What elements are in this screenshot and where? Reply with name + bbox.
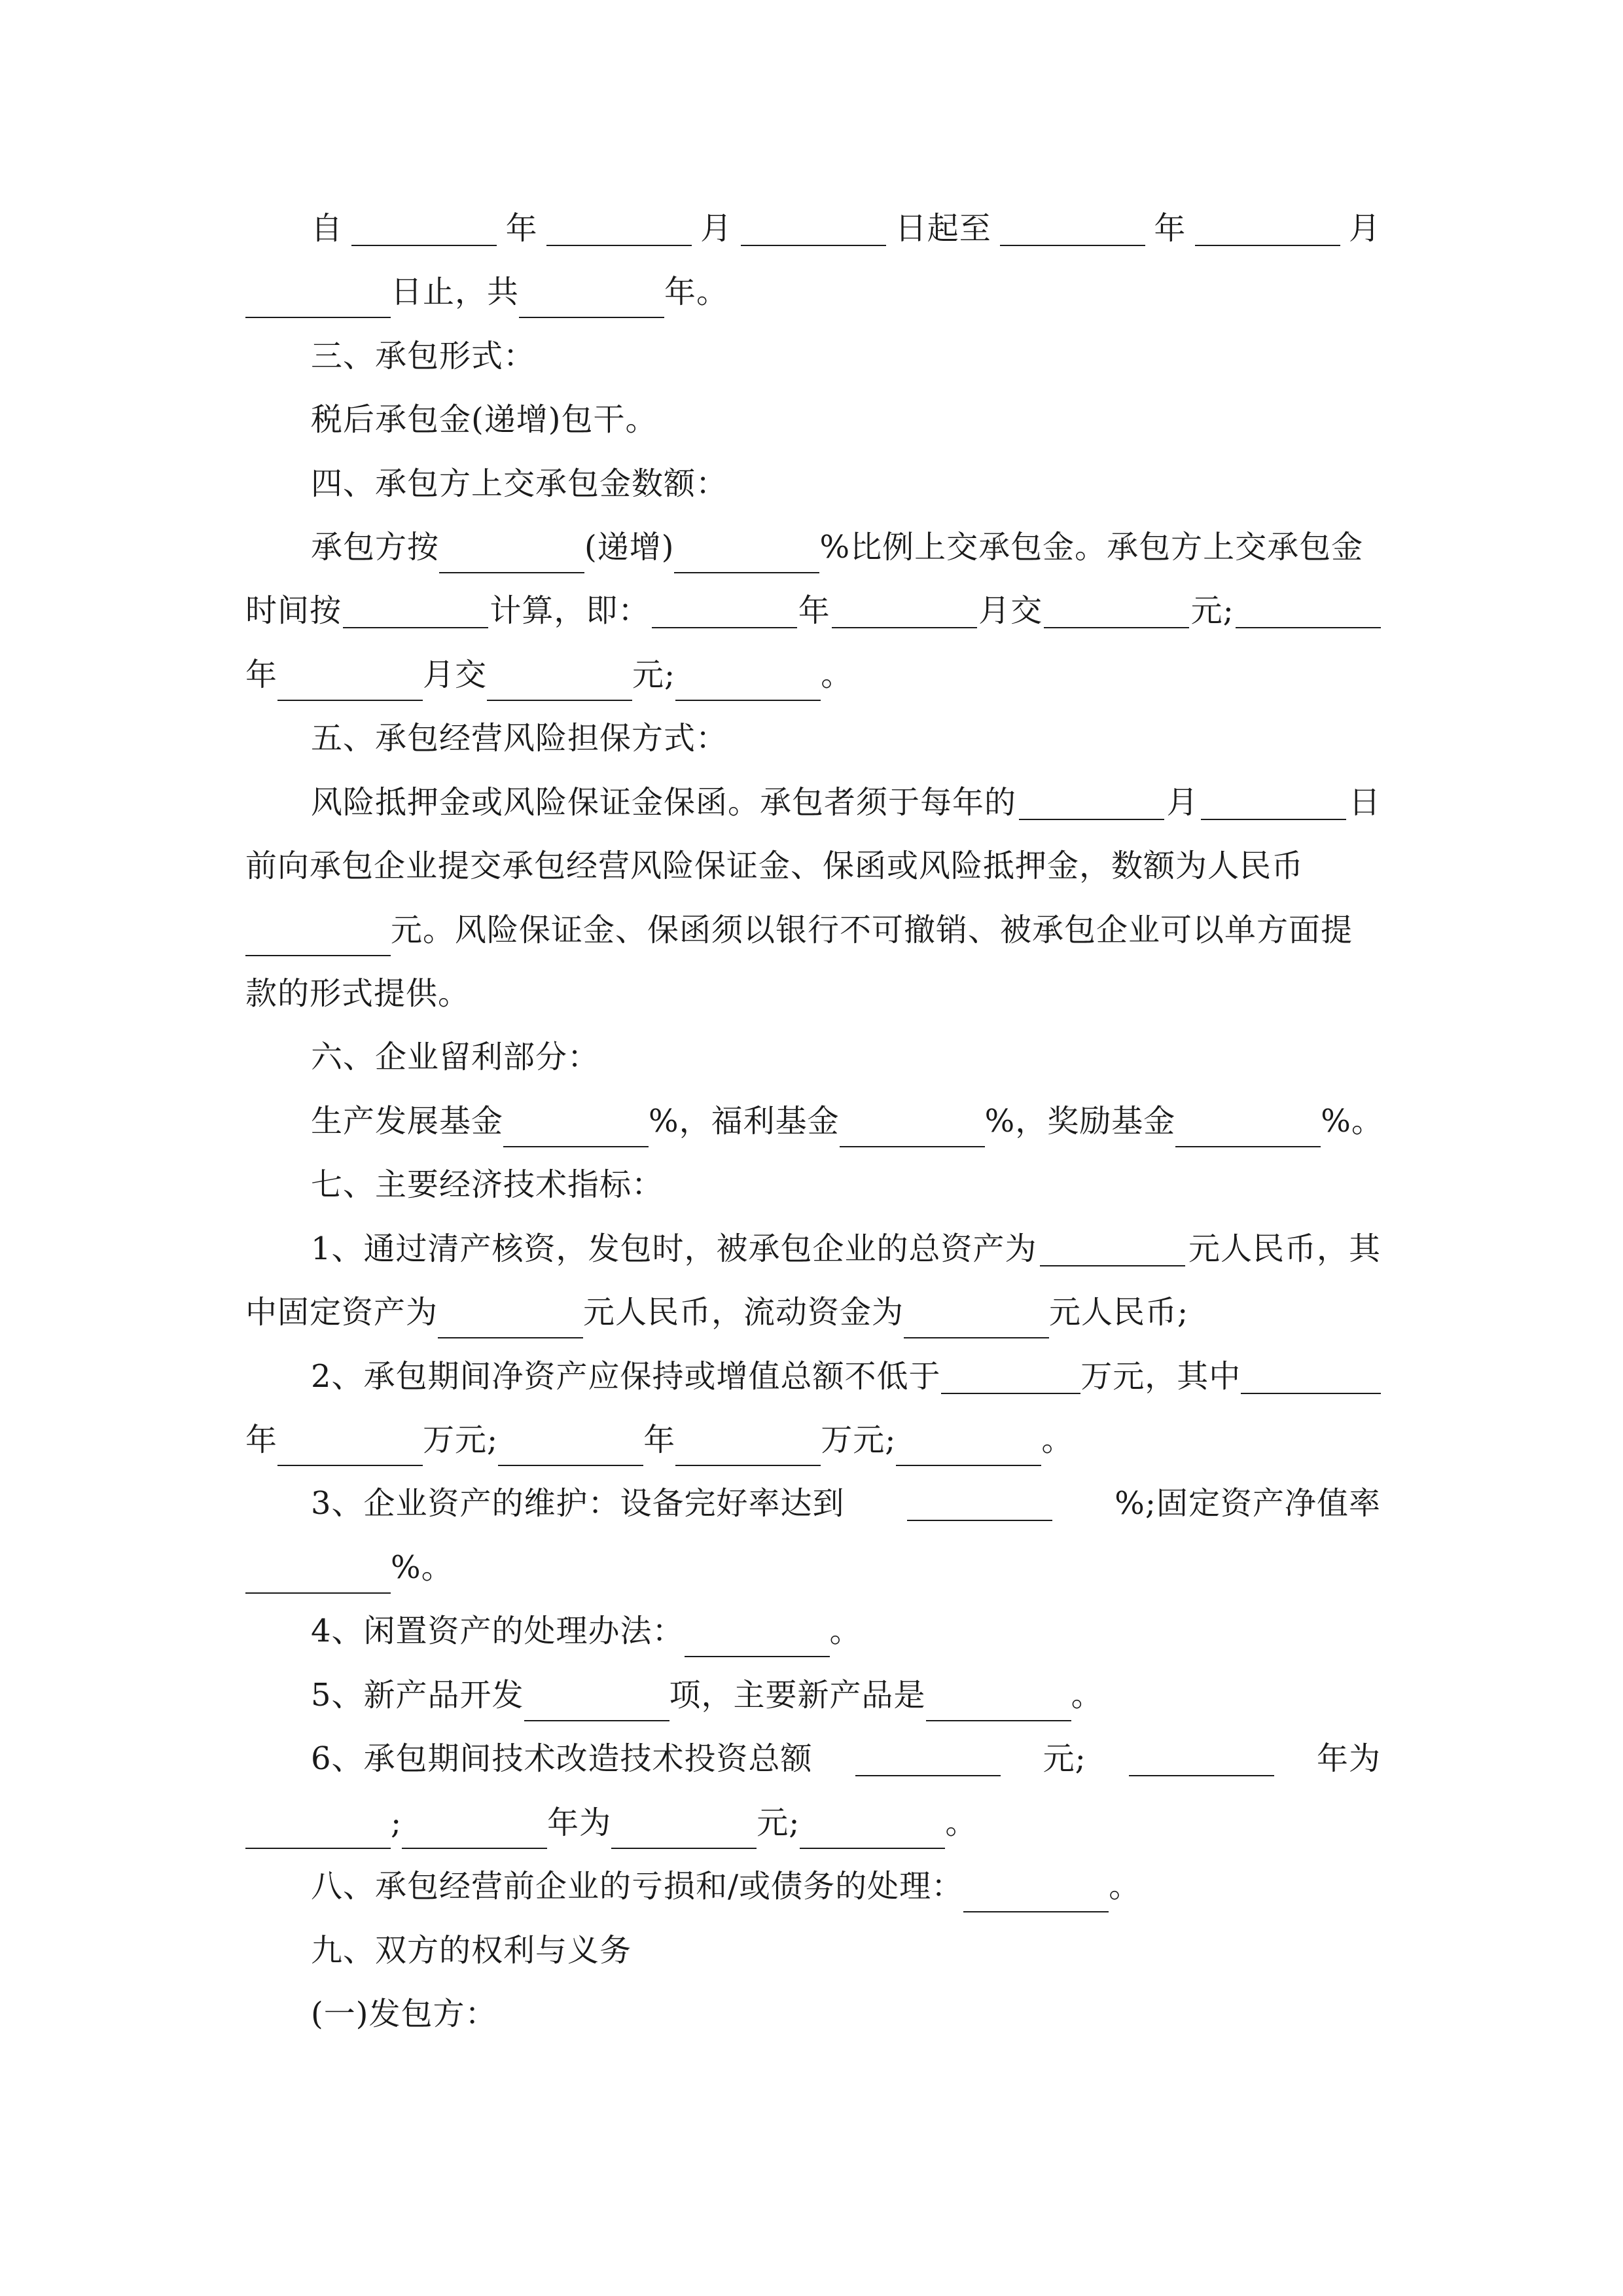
- fill-blank[interactable]: [245, 283, 391, 318]
- text-segment: 元人民币，其: [1188, 1230, 1381, 1267]
- fill-blank[interactable]: [963, 1877, 1109, 1912]
- fill-blank[interactable]: [840, 1112, 985, 1147]
- fill-blank[interactable]: [855, 1741, 1001, 1776]
- text-segment: 4、闲置资产的处理办法：: [311, 1613, 685, 1649]
- fill-blank[interactable]: [741, 211, 886, 246]
- text-segment: 生产发展基金: [311, 1103, 504, 1139]
- text-segment: 年: [798, 592, 830, 629]
- text-segment: %;固定资产净值率: [1115, 1485, 1381, 1522]
- text-segment: 。: [1041, 1422, 1074, 1458]
- fill-blank[interactable]: [245, 1814, 391, 1849]
- text-segment: 月交: [423, 656, 488, 693]
- fill-blank[interactable]: [498, 1431, 643, 1466]
- section-heading: [311, 1860, 1381, 1912]
- text-segment: %，奖励基金: [984, 1103, 1176, 1139]
- text-segment: %比例上交承包金。承包方上交承包金: [819, 529, 1364, 565]
- fill-blank[interactable]: [343, 593, 488, 628]
- text-segment: 年: [505, 210, 538, 247]
- text-segment: 年。: [664, 274, 729, 310]
- fill-blank[interactable]: [674, 538, 819, 573]
- fill-blank[interactable]: [611, 1814, 757, 1849]
- text-line: [311, 393, 1381, 446]
- fill-blank[interactable]: [439, 538, 584, 573]
- text-segment: 前向承包企业提交承包经营风险保证金、保函或风险抵押金，数额为人民币: [245, 848, 1304, 884]
- text-line: [311, 202, 1381, 255]
- text-segment: 年为: [1316, 1740, 1381, 1777]
- text-segment: 税后承包金(递增)包干。: [311, 401, 658, 438]
- text-segment: 自: [311, 210, 344, 247]
- fill-blank[interactable]: [800, 1814, 945, 1849]
- text-line: [311, 776, 1381, 829]
- text-segment: 1、通过清产核资，发包时，被承包企业的总资产为: [311, 1230, 1037, 1267]
- text-segment: %，福利基金: [649, 1103, 840, 1139]
- fill-blank[interactable]: [277, 1431, 423, 1466]
- text-line: [245, 1286, 1381, 1338]
- fill-blank[interactable]: [652, 593, 797, 628]
- text-segment: 九、双方的权利与义务: [311, 1932, 632, 1969]
- text-segment: 万元;: [423, 1422, 499, 1458]
- text-line: [245, 1414, 1381, 1466]
- fill-blank[interactable]: [832, 593, 977, 628]
- fill-blank[interactable]: [1201, 785, 1346, 820]
- fill-blank[interactable]: [1236, 593, 1381, 628]
- fill-blank[interactable]: [519, 283, 664, 318]
- text-segment: 承包方按: [311, 529, 440, 565]
- text-segment: 年: [643, 1422, 676, 1458]
- fill-blank[interactable]: [277, 666, 423, 701]
- text-segment: 元;: [757, 1804, 800, 1841]
- text-segment: 月: [700, 210, 733, 247]
- text-segment: 风险抵押金或风险保证金保函。承包者须于每年的: [311, 784, 1017, 821]
- text-line: [311, 1095, 1381, 1147]
- text-segment: 四、承包方上交承包金数额：: [311, 465, 728, 502]
- fill-blank[interactable]: [1044, 593, 1189, 628]
- text-segment: 元人民币;: [1049, 1294, 1189, 1331]
- fill-blank[interactable]: [685, 1622, 830, 1657]
- text-segment: 。: [1109, 1868, 1141, 1905]
- text-segment: 日止，共: [391, 274, 520, 310]
- text-segment: 六、企业留利部分：: [311, 1039, 600, 1075]
- text-line: [311, 1669, 1381, 1721]
- text-segment: 5、新产品开发: [311, 1677, 524, 1713]
- text-segment: 。: [829, 1613, 862, 1649]
- text-segment: 。: [945, 1804, 978, 1841]
- fill-blank[interactable]: [351, 211, 497, 246]
- fill-blank[interactable]: [1175, 1112, 1321, 1147]
- fill-blank[interactable]: [675, 1431, 821, 1466]
- text-segment: 日起至: [895, 210, 991, 247]
- text-segment: 年: [1154, 210, 1186, 247]
- text-line: [311, 521, 1381, 573]
- text-line: [311, 1223, 1381, 1275]
- text-segment: 元人民币，流动资金为: [583, 1294, 904, 1331]
- text-segment: 元;: [632, 656, 676, 693]
- text-line: [245, 904, 1381, 956]
- fill-blank[interactable]: [1241, 1359, 1381, 1394]
- fill-blank[interactable]: [487, 666, 632, 701]
- text-segment: 3、企业资产的维护：设备完好率达到: [311, 1485, 845, 1522]
- fill-blank[interactable]: [926, 1686, 1071, 1721]
- text-line: [245, 840, 1381, 892]
- fill-blank[interactable]: [896, 1431, 1041, 1466]
- text-segment: 年: [245, 1422, 278, 1458]
- text-segment: ;: [391, 1804, 402, 1841]
- text-segment: (一)发包方：: [311, 1996, 497, 2032]
- fill-blank[interactable]: [904, 1303, 1049, 1338]
- text-line: [245, 1541, 1381, 1594]
- text-line: [311, 1732, 1381, 1785]
- text-segment: 6、承包期间技术改造技术投资总额: [311, 1740, 813, 1777]
- fill-blank[interactable]: [524, 1686, 669, 1721]
- fill-blank[interactable]: [907, 1486, 1052, 1521]
- text-segment: 款的形式提供。: [245, 975, 471, 1012]
- text-line: [245, 967, 1381, 1020]
- fill-blank[interactable]: [503, 1112, 649, 1147]
- text-line: [245, 649, 1381, 701]
- fill-blank[interactable]: [1040, 1231, 1185, 1266]
- text-segment: 中固定资产为: [245, 1294, 438, 1331]
- section-heading: [311, 457, 1381, 510]
- text-segment: 。: [1071, 1677, 1103, 1713]
- section-heading: [311, 712, 1381, 764]
- text-segment: 万元，其中: [1080, 1358, 1241, 1395]
- text-segment: 八、承包经营前企业的亏损和/或债务的处理：: [311, 1868, 964, 1905]
- fill-blank[interactable]: [402, 1814, 547, 1849]
- text-line: [245, 266, 1381, 318]
- fill-blank[interactable]: [675, 666, 821, 701]
- text-segment: 项，主要新产品是: [669, 1677, 926, 1713]
- fill-blank[interactable]: [1000, 211, 1145, 246]
- text-segment: 月交: [978, 592, 1043, 629]
- text-segment: 年为: [547, 1804, 612, 1841]
- fill-blank[interactable]: [245, 921, 391, 956]
- text-segment: 元;: [1190, 592, 1234, 629]
- text-segment: 。: [821, 656, 853, 693]
- text-line: [245, 1797, 1381, 1849]
- text-segment: 五、承包经营风险担保方式：: [311, 720, 728, 757]
- fill-blank[interactable]: [245, 1558, 391, 1594]
- subsection-heading: [311, 1988, 1381, 2040]
- text-segment: 年: [245, 656, 278, 693]
- text-line: [311, 1477, 1381, 1530]
- text-segment: 计算，即：: [490, 592, 651, 629]
- text-line: [311, 1605, 1381, 1657]
- text-segment: 七、主要经济技术指标：: [311, 1166, 664, 1203]
- text-segment: (递增): [584, 529, 675, 565]
- text-segment: 三、承包形式：: [311, 338, 536, 374]
- text-segment: 月: [1348, 210, 1381, 247]
- section-heading: [311, 1924, 1381, 1977]
- text-segment: 时间按: [245, 592, 342, 629]
- text-segment: 月: [1166, 784, 1199, 821]
- text-segment: %。: [1321, 1103, 1383, 1139]
- section-heading: [311, 330, 1381, 382]
- text-line: [245, 584, 1381, 637]
- fill-blank[interactable]: [1019, 785, 1164, 820]
- section-heading: [311, 1031, 1381, 1083]
- text-line: [311, 1350, 1381, 1403]
- text-segment: %。: [391, 1549, 454, 1586]
- fill-blank[interactable]: [941, 1359, 1081, 1394]
- section-heading: [311, 1158, 1381, 1211]
- fill-blank[interactable]: [438, 1303, 583, 1338]
- text-segment: 元;: [1043, 1740, 1086, 1777]
- text-segment: 日: [1348, 784, 1381, 821]
- text-segment: 万元;: [821, 1422, 897, 1458]
- text-segment: 2、承包期间净资产应保持或增值总额不低于: [311, 1358, 941, 1395]
- fill-blank[interactable]: [1195, 211, 1340, 246]
- fill-blank[interactable]: [1129, 1741, 1274, 1776]
- fill-blank[interactable]: [546, 211, 692, 246]
- text-segment: 元。风险保证金、保函须以银行不可撤销、被承包企业可以单方面提: [391, 912, 1353, 948]
